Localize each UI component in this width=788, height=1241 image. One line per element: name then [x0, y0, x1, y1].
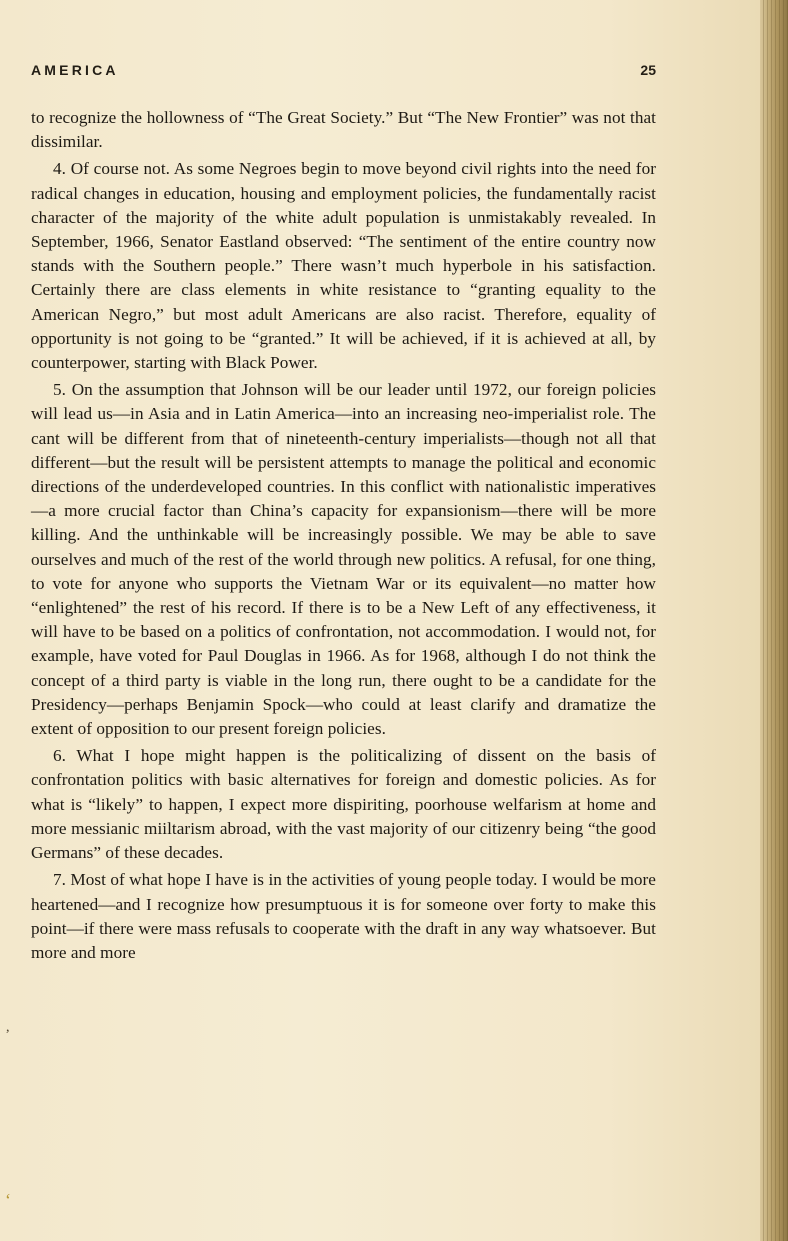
- body-text: [31, 106, 656, 965]
- margin-mark-quote: ‘: [5, 1190, 11, 1210]
- page-number: 25: [640, 62, 656, 78]
- paragraph-7: 7. Most of what hope I have is in the activities of young people today. I would be more heartened—and I recognize how presumptuous it is for someone over forty to make this point—if there were mass refusals to cooperate with the draft in any way whatsoever. But more and more: [31, 870, 656, 962]
- page-edge-lines: [760, 0, 788, 1241]
- running-head-title: AMERICA: [31, 62, 119, 78]
- paragraph-6: 6. What I hope might happen is the politicalizing of dissent on the basis of confrontation politics with basic alternatives for foreign and domestic policies. As for what is “likely” to happen, I expect more dispiriting, poorhouse welfarism at home and more messianic miiltarism abroad, with the vast majority of our citizenry being “the good Germans” of these decades.: [31, 746, 656, 863]
- paragraph-4: 4. Of course not. As some Negroes begin to move beyond civil rights into the need for radical changes in education, housing and employment policies, the fundamentally racist character of the majority of the white adult population is unmistakably revealed. In September, 1966, Senator Eastland observed: “The sentiment of the entire country now stands with the Southern people.” There wasn’t much hyperbole in his satisfaction. Certainly there are class elements in white resistance to “granting equality to the American Negro,” but most adult Americans are also racist. Therefore, equality of opportunity is not going to be “granted.” It will be achieved, if it is achieved at all, by counterpower, starting with Black Power.: [31, 159, 656, 373]
- running-head: [31, 62, 656, 84]
- margin-mark-comma: ,: [6, 1020, 10, 1035]
- paragraph-continuation: to recognize the hollowness of “The Great Society.” But “The New Frontier” was not that dissimilar.: [31, 108, 656, 152]
- paragraph-5: 5. On the assumption that Johnson will be our leader until 1972, our foreign policies will lead us—in Asia and in Latin America—into an increasing neo-imperialist role. The cant will be different from that of nineteenth-century imperialists—though not all that different—but the result will be persistent attempts to manage the political and economic directions of the underdeveloped countries. In this conflict with nationalistic imperatives—a more crucial factor than China’s capacity for expansionism—there will be more killing. And the unthinkable will be increasingly possible. We may be able to save ourselves and much of the rest of the world through new politics. A refusal, for one thing, to vote for anyone who supports the Vietnam War or its equivalent—no matter how “enlightened” the rest of his record. If there is to be a New Left of any effectiveness, it will have to be based on a politics of confrontation, not accommodation. I would not, for example, have voted for Paul Douglas in 1966. As for 1968, although I do not think the concept of a third party is viable in the long run, there ought to be a candidate for the Presidency—perhaps Benjamin Spock—who could at least clarify and dramatize the extent of opposition to our present foreign policies.: [31, 380, 656, 739]
